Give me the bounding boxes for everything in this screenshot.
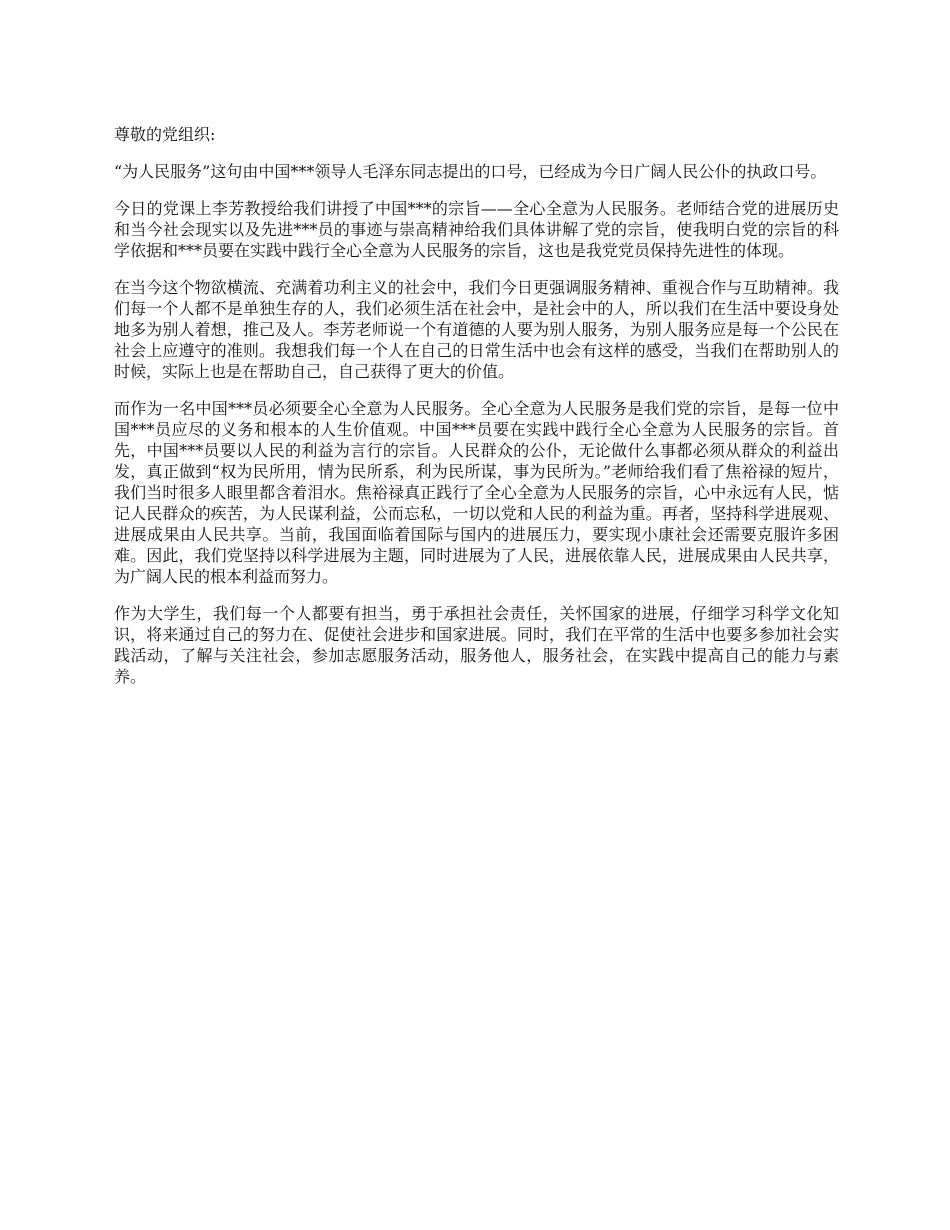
document-body bbox=[114, 124, 839, 703]
paragraph-3: 在当今这个物欲横流、充满着功利主义的社会中，我们今日更强调服务精神、重视合作与互助精神。我们每一个人都不是单独生存的人，我们必须生活在社会中，是社会中的人，所以我们在生活中要设身处地多为别人着想，推己及人。李芳老师说一个有道德的人要为别人服务，为别人服务应是每一个公民在社会上应遵守的准则。我想我们每一个人在自己的日常生活中也会有这样的感受，当我们在帮助别人的时候，实际上也是在帮助自己，自己获得了更大的价值。 bbox=[114, 278, 839, 381]
paragraph-2: 今日的党课上李芳教授给我们讲授了中国***的宗旨——全心全意为人民服务。老师结合党的进展历史和当今社会现实以及先进***员的事迹与崇高精神给我们具体讲解了党的宗旨，使我明白党的宗旨的科学依据和***员要在实践中践行全心全意为人民服务的宗旨，这也是我党党员保持先进性的体现。 bbox=[114, 199, 839, 260]
paragraph-5: 作为大学生，我们每一个人都要有担当，勇于承担社会责任，关怀国家的进展，仔细学习科学文化知识，将来通过自己的努力在、促使社会进步和国家进展。同时，我们在平常的生活中也要多参加社会实践活动，了解与关注社会，参加志愿服务活动，服务他人，服务社会，在实践中提高自己的能力与素养。 bbox=[114, 604, 839, 686]
paragraph-1: “为人民服务”这句由中国***领导人毛泽东同志提出的口号，已经成为今日广阔人民公仆的执政口号。 bbox=[114, 162, 827, 181]
salutation: 尊敬的党组织: bbox=[114, 125, 216, 144]
paragraph-4: 而作为一名中国***员必须要全心全意为人民服务。全心全意为人民服务是我们党的宗旨，是每一位中国***员应尽的义务和根本的人生价值观。中国***员要在实践中践行全心全意为人民服务的宗旨。首先，中国***员要以人民的利益为言行的宗旨。人民群众的公仆，无论做什么事都必须从群众的利益出发，真正做到“权为民所用，情为民所系，利为民所谋，事为民所为。”老师给我们看了焦裕禄的短片，我们当时很多人眼里都含着泪水。焦裕禄真正践行了全心全意为人民服务的宗旨，心中永远有人民，惦记人民群众的疾苦，为人民谋利益，公而忘私，一切以党和人民的利益为重。再者，坚持科学进展观、进展成果由人民共享。当前，我国面临着国际与国内的进展压力，要实现小康社会还需要克服许多困难。因此，我们党坚持以科学进展为主题，同时进展为了人民，进展依靠人民，进展成果由人民共享，为广阔人民的根本利益而努力。 bbox=[114, 399, 839, 586]
